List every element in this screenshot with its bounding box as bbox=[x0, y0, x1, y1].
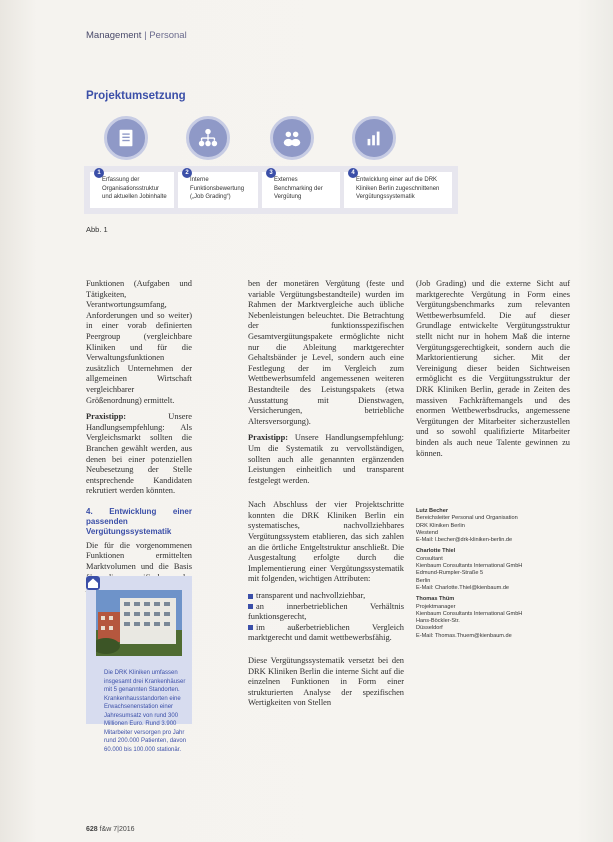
paragraph: (Job Grading) und die externe Sicht auf marktgerechte Vergütung in Form eines Vergütungsbenchmarks zum relevanten Wettbewerbsumfeld. Die auf dieser Grundlage entwickelte Vergütungsstruktur stellt nicht nur in hohem Maß die interne Vergütungsgerechtigkeit, sondern auch die Marktorientierung sicher. Mit der Vereinigung dieser beiden Sichtweisen ermöglicht es die Vergütungsstruktur der DRK Kliniken Berlin, gerade in Zeiten des massiven Fachkräftemangels und des enormen Wettbewerbsdrucks, angemessene Vergütungen der Mitarbeiter sicherzustellen und so sowohl qualifizierte Mitarbeiter binden als auch neue Talente gewinnen zu können. bbox=[416, 279, 570, 458]
tip-text: Unsere Handlungsempfehlung: Als Vergleichsmarkt sollten die Branchen gewählt werden, aus denen bei einer potenziellen Neubesetzung der Stelle entsprechende Kandidaten rekrutiert werden könnten. bbox=[86, 412, 192, 496]
praxistipp bbox=[248, 433, 404, 486]
contact-line: Edmund-Rumpler-Straße 5 bbox=[416, 570, 484, 577]
step-text: Entwicklung einer auf die DRK Kliniken Berlin zugeschnittenen Vergütungssystematik bbox=[356, 177, 440, 200]
bullet-item bbox=[248, 623, 404, 644]
clipboard-icon bbox=[104, 116, 148, 160]
bullet-icon bbox=[248, 604, 253, 609]
journal-name: f&w 7|2016 bbox=[99, 826, 135, 833]
contact-line: Kienbaum Consultants International GmbH bbox=[416, 563, 523, 570]
page-number: 628 bbox=[86, 826, 98, 833]
bullet-item bbox=[248, 602, 404, 623]
contact-line: Westend bbox=[416, 529, 438, 536]
org-chart-icon bbox=[186, 116, 230, 160]
contact-name: Thomas Thüm bbox=[416, 596, 455, 603]
contact-line: Düsseldorf bbox=[416, 625, 443, 632]
step-number: 2 bbox=[182, 168, 192, 178]
contact-line: Kienbaum Consultants International GmbH bbox=[416, 610, 523, 617]
header-subsection: Personal bbox=[149, 30, 187, 41]
contact-entry bbox=[416, 596, 576, 640]
process-steps bbox=[84, 166, 458, 214]
step-text: Externes Benchmarking der Vergütung bbox=[274, 177, 323, 200]
contact-name: Lutz Becher bbox=[416, 508, 449, 514]
bullet-item bbox=[248, 591, 404, 602]
contact-line: Bereichsleiter Personal und Organisation bbox=[416, 515, 518, 522]
tip-text: Unsere Handlungsempfehlung: Um die Systematik zu vervollständigen, sollten auch alle genannten ergänzenden Leistungen einheitlich und transparent festgelegt werden. bbox=[248, 433, 405, 485]
tip-label: Praxistipp: bbox=[248, 433, 289, 443]
step-number: 1 bbox=[94, 168, 104, 178]
contact-name: Charlotte Thiel bbox=[416, 548, 456, 555]
bullet-text: transparent und nachvollziehbar, bbox=[256, 591, 366, 601]
paragraph: Die für die vorgenommenen Funktionen ermittelten Marktvolumen und die Basis bbox=[86, 540, 192, 572]
contact-entry bbox=[416, 508, 576, 544]
step-number: 3 bbox=[266, 168, 276, 178]
bullet-text: im außerbetrieblichen Vergleich marktgerecht und damit wettbewerbsfähig. bbox=[248, 622, 404, 643]
praxistipp bbox=[86, 412, 192, 497]
figure-icons bbox=[104, 116, 414, 162]
step-2 bbox=[178, 172, 258, 208]
contact-entry bbox=[416, 548, 576, 592]
contact-line: DRK Kliniken Berlin bbox=[416, 522, 465, 529]
step-4 bbox=[344, 172, 452, 208]
house-icon bbox=[86, 576, 100, 590]
paragraph: ben der monetären Vergütung (feste und variable Vergütungsbestandteile) wurden im Rahmen der Marktvergleiche auch übliche Nebenleistungen beleuchtet. Die Betrachtung der funktionsspezifischen Gesamtvergütungspakete ermöglichte nicht nur die Ableitung marktgerechter Gehaltsbänder je Level, sondern auch eine Festlegung der im Vergleich zum Wettbewerbsumfeld angemessenen weiteren Bestandteile des Leistungspakets (etwa Ausstattung mit Dienstwagen, Versicherungen, betriebliche Altersversorgung). bbox=[248, 279, 404, 426]
figure-caption: Abb. 1 bbox=[86, 225, 108, 234]
paragraph: Funktionen (Aufgaben und Tätigkeiten, Verantwortungsumfang, Anforderungen und so weiter) in einer vorab definierten Peergroup (vergleichbare Kliniken und für die Verwaltungsfunktionen zusätzlich Unternehmen der allgemeinen Wirtschaft vergleichbarer Größenordnung) ermittelt. bbox=[86, 279, 192, 405]
page-header bbox=[86, 30, 187, 41]
people-group-icon bbox=[270, 116, 314, 160]
step-text: Erfassung der Organisationsstruktur und aktuellen Jobinhalte bbox=[102, 177, 167, 200]
tip-label: Praxistipp: bbox=[86, 412, 127, 422]
column-1 bbox=[86, 279, 192, 621]
paragraph: Diese Vergütungssystematik versetzt bei den DRK Kliniken Berlin die interne Sicht auf die einzelnen Funktionen in Form einer strukturierten Analyse der spezifischen Wertigkeiten von Stellen bbox=[248, 656, 404, 708]
contact-line: E-Mail: l.becher@drk-kliniken-berlin.de bbox=[416, 537, 513, 544]
contact-line: E-Mail: Thomas.Thuem@kienbaum.de bbox=[416, 632, 512, 639]
contact-line: Hans-Böckler-Str. bbox=[416, 618, 460, 625]
contact-line: Projektmanager bbox=[416, 603, 456, 610]
photo-caption: Die DRK Kliniken umfassen insgesamt drei Krankenhäuser mit 5 genannten Standorten. Krankenhausstandorten eine Erwachsenenstation einer Jahresumsatz von rund 300 Millionen Euro. Rund 3.900 Mitarbeiter versorgen pro Jahr rund 200.000 Patienten, davon 60.000 bis 100.000 stationär. bbox=[104, 670, 187, 753]
contact-line: Consultant bbox=[416, 555, 443, 562]
step-text: Interne Funktionsbewertung („Job Grading“) bbox=[190, 177, 245, 200]
contact-line: Berlin bbox=[416, 577, 431, 584]
paragraph: Nach Abschluss der vier Projektschritte konnten die DRK Kliniken Berlin ein systematisches, nachvollziehbares Vergütungssystem etablieren, das sich zahlen an die örtliche Entgeltstruktur anschließt. Die Ausgestaltung erfolgte durch die Implementierung einer Vergütungssystematik mit folgenden, wichtigen Attributen: bbox=[248, 500, 404, 584]
figure-title: Projektumsetzung bbox=[86, 90, 186, 102]
step-1 bbox=[90, 172, 174, 208]
hospital-photo bbox=[96, 590, 182, 656]
contacts bbox=[416, 508, 576, 644]
section-heading: 4. Entwicklung einer passenden Vergütungssystematik bbox=[86, 506, 192, 536]
bullet-icon bbox=[248, 625, 253, 630]
contact-line: E-Mail: Charlotte.Thiel@kienbaum.de bbox=[416, 584, 510, 591]
bullet-text: an innerbetrieblichen Verhältnis funktionsgerecht, bbox=[248, 601, 404, 622]
step-number: 4 bbox=[348, 168, 358, 178]
column-3 bbox=[416, 279, 570, 465]
header-divider: | bbox=[144, 30, 147, 41]
column-2 bbox=[248, 279, 404, 715]
bar-chart-icon bbox=[352, 116, 396, 160]
page-footer bbox=[86, 826, 135, 833]
step-3 bbox=[262, 172, 340, 208]
header-section: Management bbox=[86, 30, 142, 41]
bullet-icon bbox=[248, 594, 253, 599]
